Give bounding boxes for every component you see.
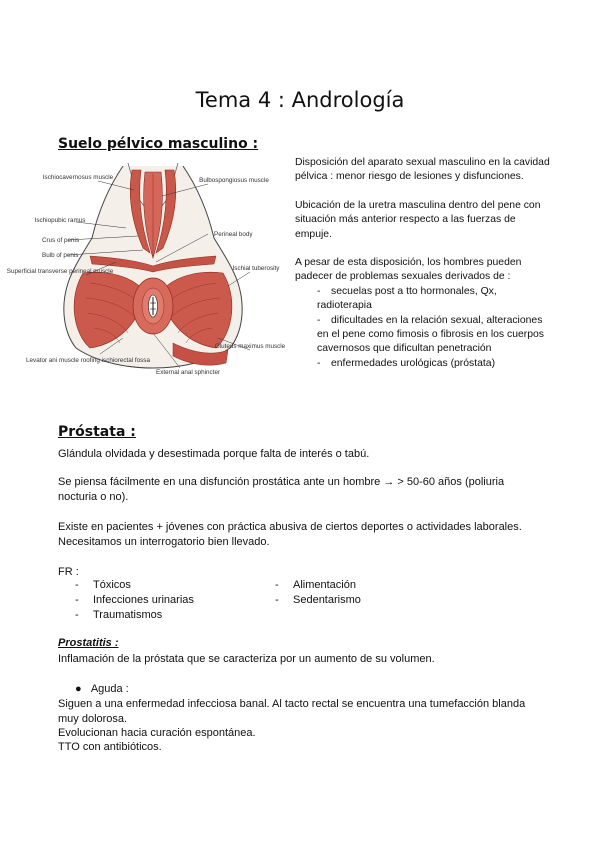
list-item: - Traumatismos	[75, 609, 163, 621]
list-item: - Infecciones urinarias	[75, 594, 194, 606]
svg-text:Superficial transverse perinea	[7, 268, 114, 275]
label-gluteus-maximus: Gluteus maximus muscle	[214, 343, 286, 350]
list-item: - Alimentación	[275, 579, 356, 591]
label-levator-ani: Levator ani muscle roofing ischiorectal fossa	[26, 357, 150, 364]
label-bulb-of-penis: Bulb of penis	[42, 252, 79, 259]
label-crus-of-penis: Crus of penis	[42, 237, 80, 244]
paragraph-tto: TTO con antibióticos.	[58, 741, 162, 753]
section-heading-prostatitis: Prostatitis :	[58, 637, 119, 649]
label-external-anal-sphincter: External anal sphincter	[156, 369, 221, 376]
page-title: Tema 4 : Andrología	[195, 88, 405, 112]
svg-text:Gluteus maximus muscle	[215, 343, 286, 350]
fr-right-list	[275, 578, 361, 608]
label-ischiocavernosus: Ischiocavernosus muscle	[42, 174, 114, 181]
bullet-aguda: ● Aguda :	[75, 683, 129, 695]
fr-label: FR :	[58, 566, 79, 578]
list-item: - dificultades en la relación sexual, alteraciones en el pene como fimosis o fibrosis en los cuerpos cavernosos que dificultan penetración	[317, 314, 544, 355]
section-heading-suelo-pelvico: Suelo pélvico masculino :	[58, 136, 259, 152]
label-superficial-transverse: Superficial transverse perineal muscle	[6, 268, 114, 275]
paragraph-evolucionan: Evolucionan hacia curación espontánea.	[58, 727, 256, 739]
list-item: - Sedentarismo	[275, 594, 361, 606]
pelvic-floor-notes	[295, 156, 550, 371]
list-item: - secuelas post a tto hormonales, Qx, radioterapia	[317, 285, 497, 312]
paragraph-ubicacion: Ubicación de la uretra masculina dentro del pene con situación más anterior respecto a las fuerzas de empuje.	[295, 199, 541, 240]
label-bulbospongiosus: Bulbospongiosus muscle	[199, 177, 269, 184]
svg-text:Ischiocavernosus muscle	[43, 174, 114, 181]
pelvic-floor-illustration	[6, 158, 286, 383]
paragraph-disfuncion: Se piensa fácilmente en una disfunción prostática ante un hombre → > 50-60 años (poliuria nocturia o no).	[58, 476, 505, 503]
paragraph-a-pesar: A pesar de esta disposición, los hombres pueden padecer de problemas sexuales derivados de :	[295, 257, 522, 283]
svg-text:Ischiopubic ramus	[35, 217, 86, 224]
paragraph-inflamacion: Inflamación de la próstata que se caracteriza por un aumento de su volumen.	[58, 653, 435, 665]
paragraph-pacientes-jovenes: Existe en pacientes + jóvenes con práctica abusiva de ciertos deportes o actividades laborales.	[58, 521, 522, 533]
svg-text:Ischial tuberosity	[233, 265, 281, 272]
list-item: - Tóxicos	[75, 579, 131, 591]
paragraph-siguen: Siguen a una enfermedad infecciosa banal. Al tacto rectal se encuentra una tumefacción blanda muy dolorosa.	[58, 698, 526, 725]
paragraph-glandula: Glándula olvidada y desestimada porque falta de interés o tabú.	[58, 448, 370, 460]
section-heading-prostata: Próstata :	[58, 424, 136, 440]
fr-left-list	[75, 578, 194, 623]
label-ischiopubic-ramus: Ischiopubic ramus	[34, 217, 86, 224]
svg-text:Bulbospongiosus muscle	[199, 177, 269, 184]
list-item: - enfermedades urológicas (próstata)	[317, 357, 496, 369]
label-perineal-body: Perineal body	[214, 231, 253, 238]
label-ischial-tuberosity: Ischial tuberosity	[232, 265, 280, 272]
paragraph-interrogatorio: Necesitamos un interrogatorio bien llevado.	[58, 536, 270, 548]
paragraph-disposicion: Disposición del aparato sexual masculino en la cavidad pélvica : menor riesgo de lesiones y disfunciones.	[295, 157, 550, 183]
svg-text:Levator ani muscle roofing isc	[26, 357, 150, 364]
